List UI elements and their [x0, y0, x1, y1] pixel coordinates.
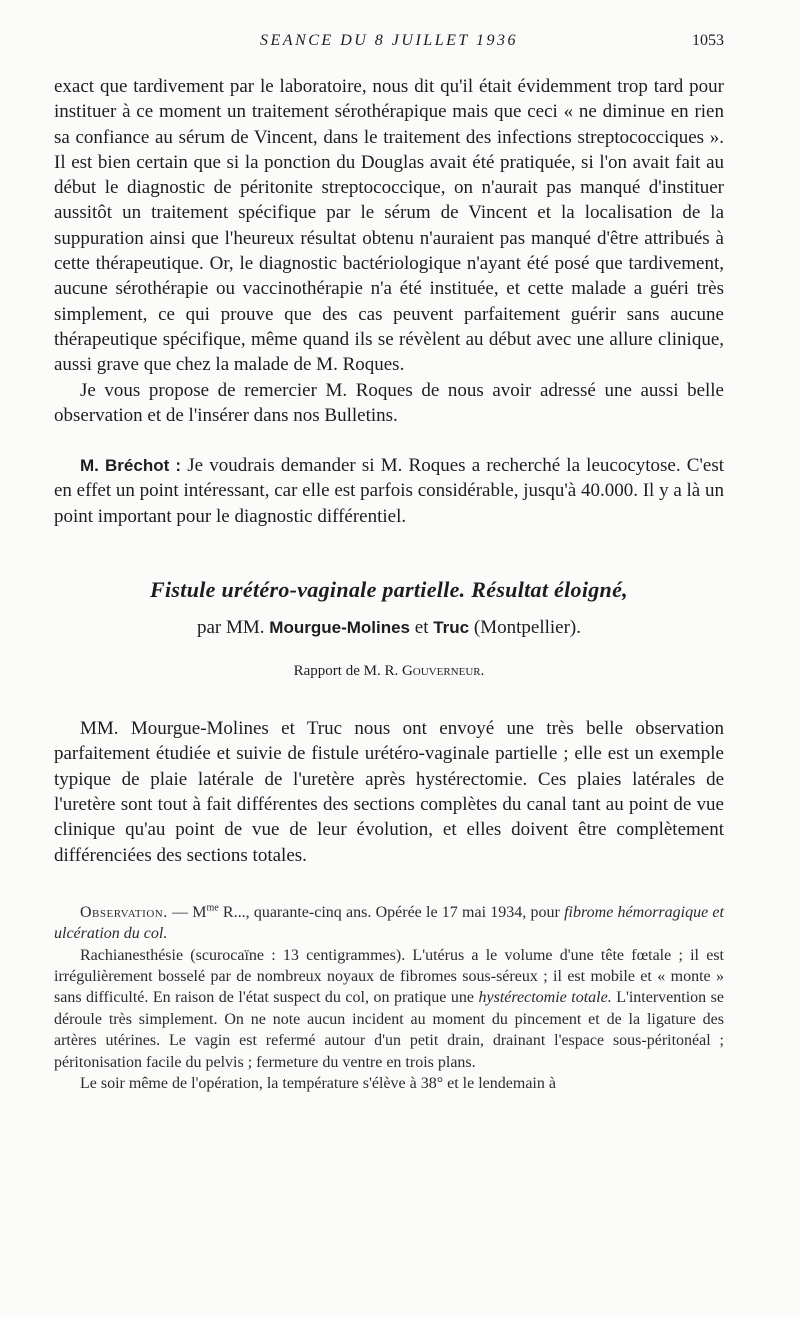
diagnosis: fibrome hémorragique et ulcération du col.	[54, 903, 724, 943]
speaker-name: M. Bréchot :	[80, 456, 182, 476]
observation-paragraph: Rachianesthésie (scurocaïne : 13 centigrammes). L'utérus a le volume d'une tête fœtale ; il est irrégulièrement bosselé par de nombreux noyaux de fibromes sous-séreux ; il est mobile et « monte » sans difficulté. En raison de l'état suspect du col, on pratique une hystérectomie totale. L'intervention se déroule très simplement. On ne note aucun incident au moment du pincement et de la ligature des artères utérines. Le vagin est refermé autour d'un petit drain, drainant l'espace sous-péritonéal ; péritonisation facile du pelvis ; fermeture du ventre en trois plans.	[54, 946, 725, 1071]
report-line	[54, 663, 724, 680]
authors-prefix: par MM.	[196, 617, 265, 639]
section-title: Fistule urétéro-vaginale partielle. Résultat éloigné,	[150, 577, 628, 603]
discussion	[54, 74, 724, 529]
report-body	[54, 716, 724, 868]
page-header	[54, 32, 724, 52]
reporter-name: Gouverneur.	[401, 663, 485, 680]
authors-line	[54, 617, 724, 639]
affiliation: (Montpellier).	[473, 617, 581, 639]
page-number: 1053	[692, 32, 724, 49]
page-body	[54, 74, 724, 1094]
observation	[54, 902, 724, 1095]
observation-lead: Observation.	[80, 903, 168, 921]
authors-conjunction: et	[414, 617, 429, 639]
discussion-paragraph: Je vous propose de remercier M. Roques de nous avoir adressé une aussi belle observation et de l'insérer dans nos Bulletins.	[54, 379, 724, 426]
observation-paragraph: Le soir même de l'opération, la température s'élève à 38° et le lendemain à	[80, 1075, 556, 1093]
report-paragraph: MM. Mourgue-Molines et Truc nous ont envoyé une très belle observation parfaitement étudiée et suivie de fistule urétéro-vaginale partielle ; elle est un exemple typique de plaie latérale de l'uretère après hystérectomie. Ces plaies latérales de l'uretère sont tout à fait différentes des sections complètes du canal tant au point de vue clinique qu'au point de vue de leur évolution, et elles doivent être complètement différenciées des sections totales.	[54, 718, 724, 866]
observation-paragraph: Observation. — $M^{me}$ R..., quarante-cinq ans. Opérée le 17 mai 1934, pour fibrome hémorragique et ulcération du col.	[54, 902, 724, 943]
discussion-paragraph: exact que tardivement par le laboratoire, nous dit qu'il était évidemment trop tard pour instituer à ce moment un traitement sérothérapique mais que ceci « ne diminue en rien sa confiance au sérum de Vincent, dans le traitement des infections streptococciques ». Il est bien certain que si la ponction du Douglas avait été pratiquée, si l'on avait fait au début le diagnostic de péritonite streptococcique, on n'aurait pas manqué d'instituer aussitôt un traitement spécifique par le sérum de Vincent et la localisation de la suppuration ainsi que l'heureux résultat obtenu n'auraient pas manqué d'être attribués à cette thérapeutique. Or, le diagnostic bactériologique n'ayant été posé que tardivement, aucune sérothérapie ou vaccinothérapie n'a été instituée, et cette malade a guéri très simplement, ce qui prouve que des cas peuvent parfaitement guérir sans aucune thérapeutique spécifique, même quand ils se révèlent au début avec une allure clinique, aussi grave que chez la malade de M. Roques.	[54, 76, 724, 376]
document-page	[54, 0, 724, 1319]
report-prefix: Rapport de M. R.	[293, 663, 399, 680]
remark-text: Je voudrais demander si M. Roques a recherché la leucocytose. C'est en effet un point intéressant, car elle est parfois considérable, jusqu'à 40.000. Il y a là un point important pour le diagnostic différentiel.	[54, 455, 724, 527]
running-title: SEANCE DU 8 JUILLET 1936	[260, 32, 518, 49]
discussion-remark	[54, 453, 724, 529]
author-name: Truc	[433, 618, 470, 638]
operation: hystérectomie totale.	[478, 989, 612, 1007]
author-name: Mourgue-Molines	[269, 618, 411, 638]
